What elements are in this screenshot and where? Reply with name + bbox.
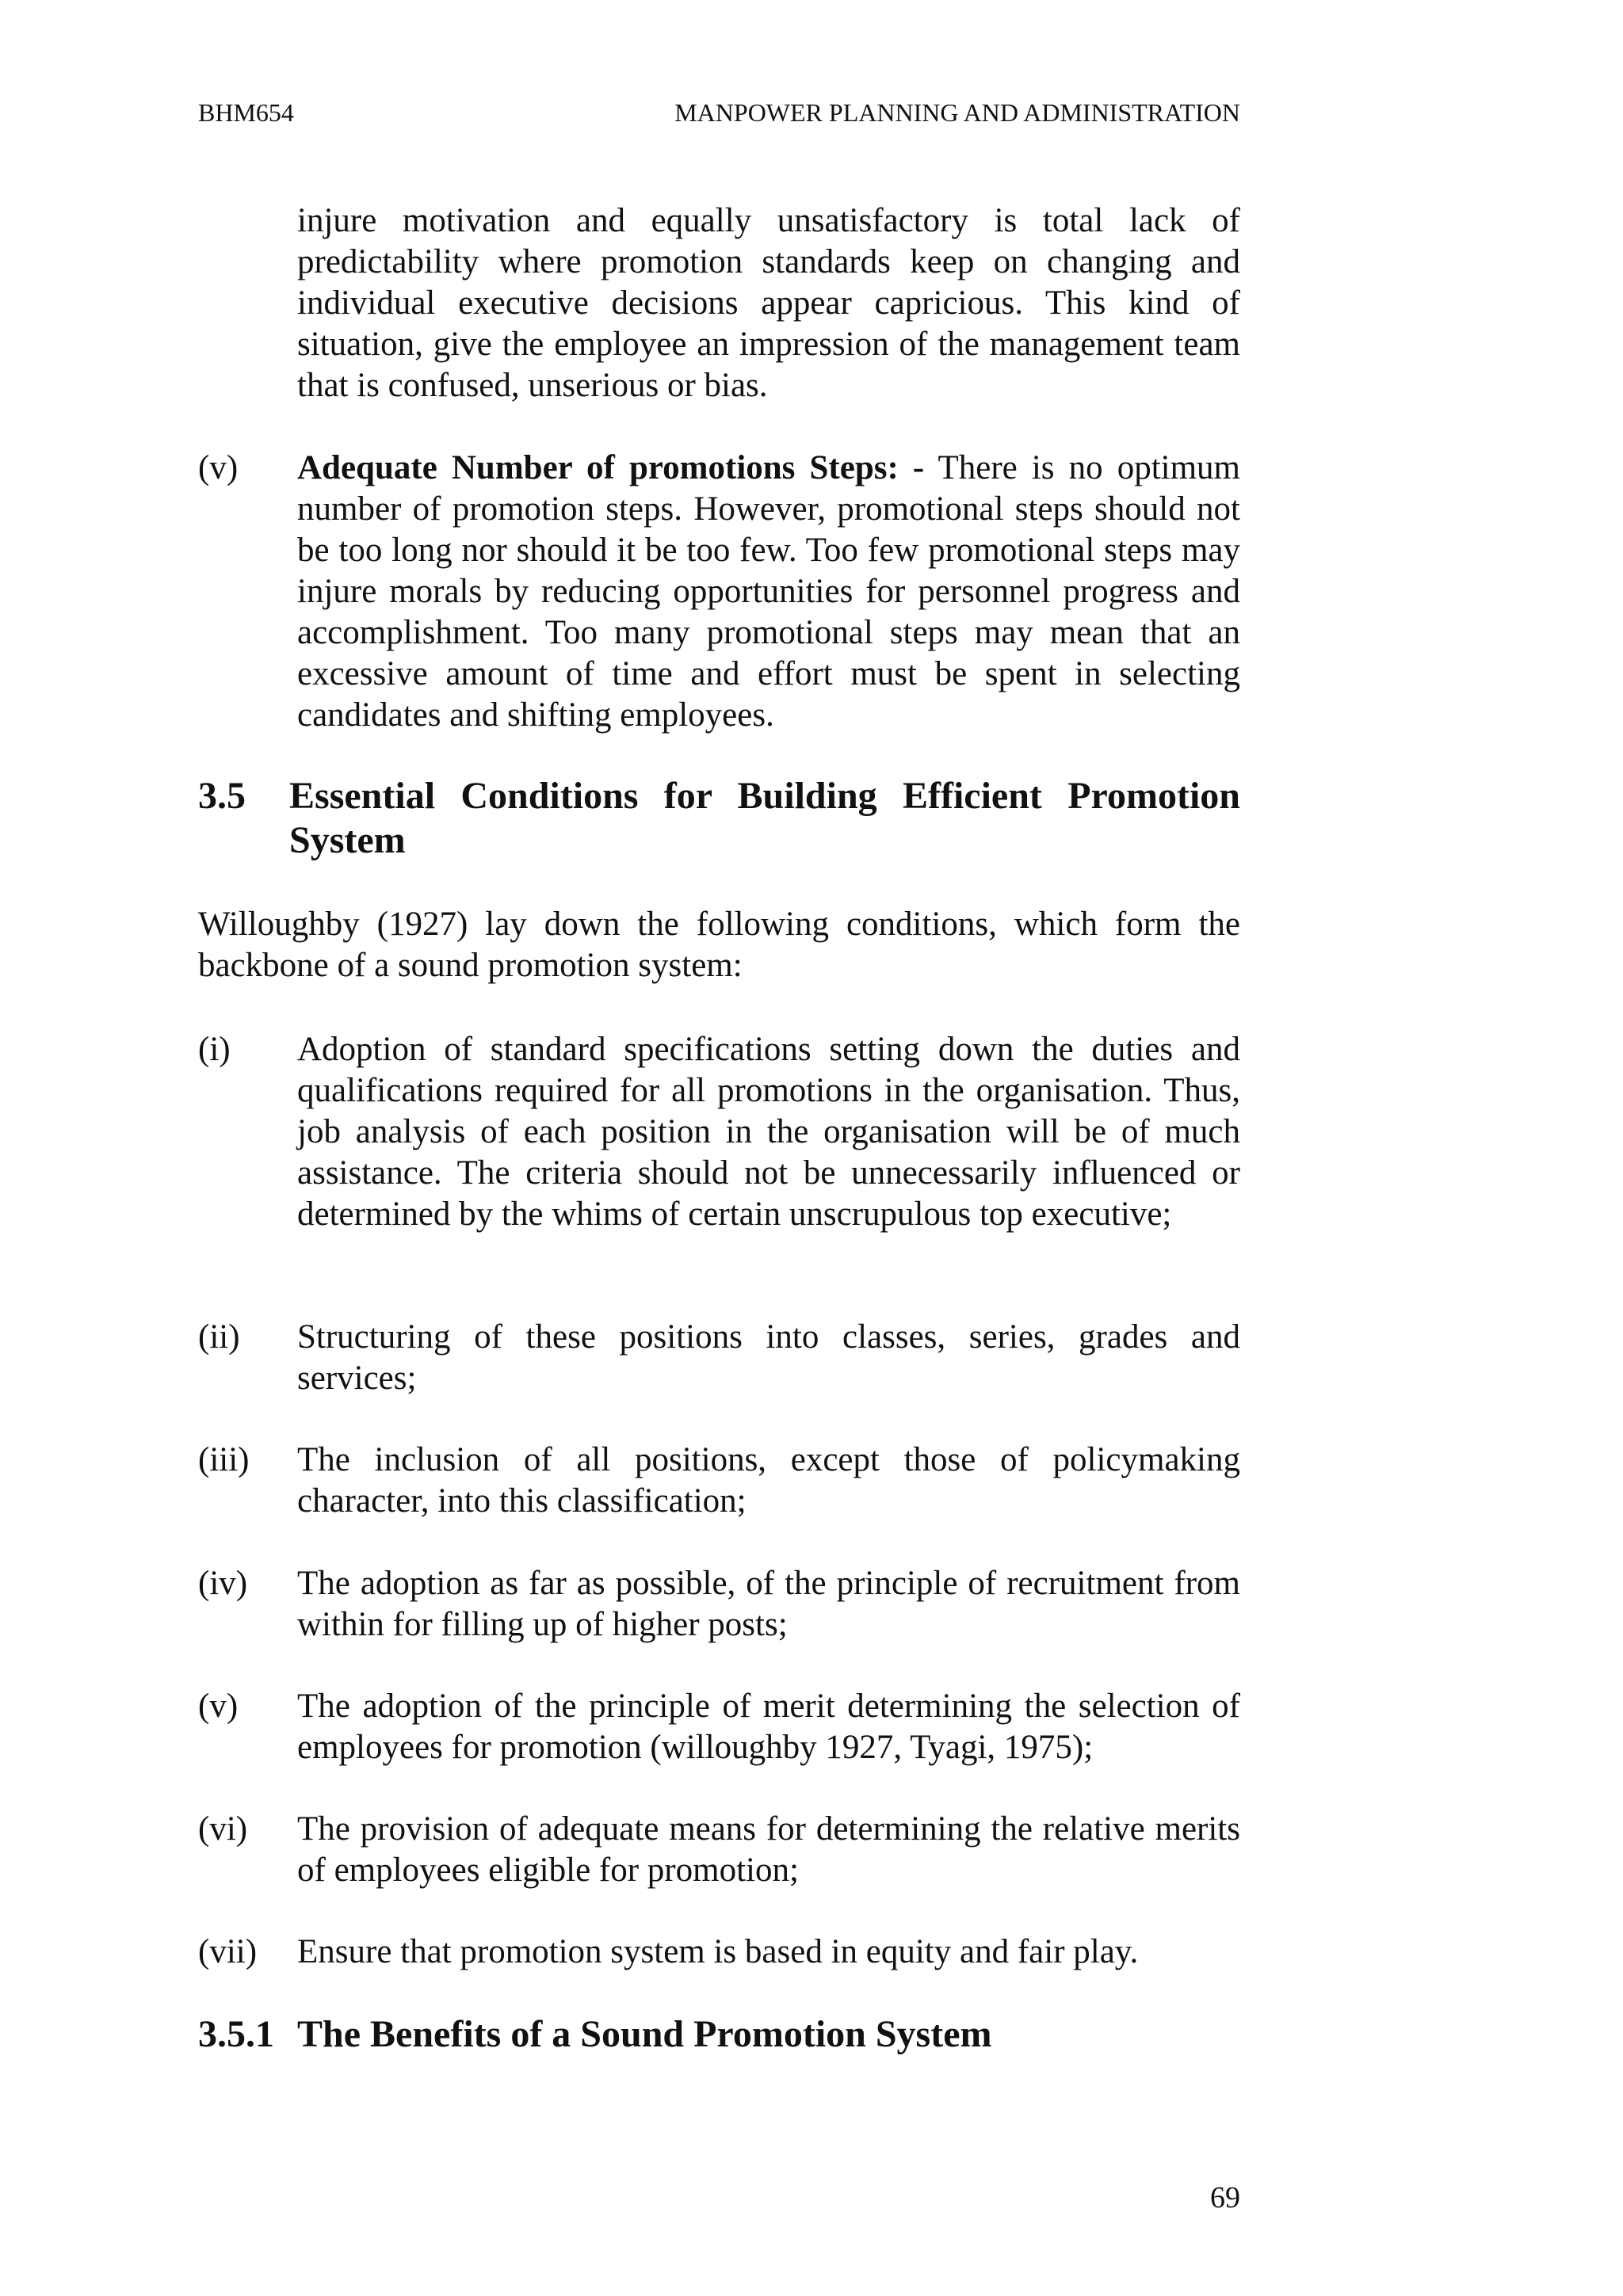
list-item-text: Adoption of standard specifications setting down the duties and qualifications required for all promotions in the organisation. Thus, job analysis of each position in the organisation will be of much assistance. The criteria should not be unnecessarily influenced or determined by the whims of certain unscrupulous top executive; [297,1031,1240,1233]
list-item-text [297,448,1240,736]
list-item-number: (vi) [198,1810,248,1848]
list-item-text: Ensure that promotion system is based in equity and fair play. [297,1933,1139,1970]
list-item-number: (iii) [198,1441,250,1478]
list-item-number: (vii) [198,1933,258,1970]
continuation-paragraph: injure motivation and equally unsatisfactory is total lack of predictability where promotion standards keep on changing and individual executive decisions appear capricious. This kind of situation, give the employee an impression of the management team that is confused, unserious or bias. [297,202,1240,404]
course-code: BHM654 [198,98,294,127]
section-title: The Benefits of a Sound Promotion System [297,2013,992,2055]
section-number: 3.5 [198,775,246,817]
list-item-lead: Adequate Number of promotions Steps: - [297,449,925,486]
list-item-text: The adoption of the principle of merit determining the selection of employees for promotion (willoughby 1927, Tyagi, 1975); [297,1688,1240,1766]
list-item-number: (ii) [198,1318,240,1356]
course-title: MANPOWER PLANNING AND ADMINISTRATION [674,98,1240,127]
list-item-text: The provision of adequate means for determining the relative merits of employees eligible for promotion; [297,1810,1240,1889]
section-title: Essential Conditions for Building Efficient Promotion System [289,775,1240,861]
page-number: 69 [1210,2181,1240,2214]
list-item-text: The inclusion of all positions, except those of policymaking character, into this classification; [297,1441,1240,1520]
list-item-number: (iv) [198,1565,248,1602]
list-item-number: (v) [198,1688,239,1725]
list-item-number: (v) [198,449,239,486]
list-item-text: The adoption as far as possible, of the principle of recruitment from within for filling up of higher posts; [297,1565,1240,1643]
intro-paragraph: Willoughby (1927) lay down the following conditions, which form the backbone of a sound promotion system: [198,906,1240,984]
list-item-text: Structuring of these positions into classes, series, grades and services; [297,1318,1240,1397]
section-number: 3.5.1 [198,2013,274,2055]
list-item-number: (i) [198,1031,231,1068]
list-item-body: There is no optimum number of promotion steps. However, promotional steps should not be too long nor should it be too few. Too few promotional steps may injure morals by reducing opportunities for personnel progress and accomplishment. Too many promotional steps may mean that an excessive amount of time and effort must be spent in selecting candidates and shifting employees. [297,449,1240,734]
